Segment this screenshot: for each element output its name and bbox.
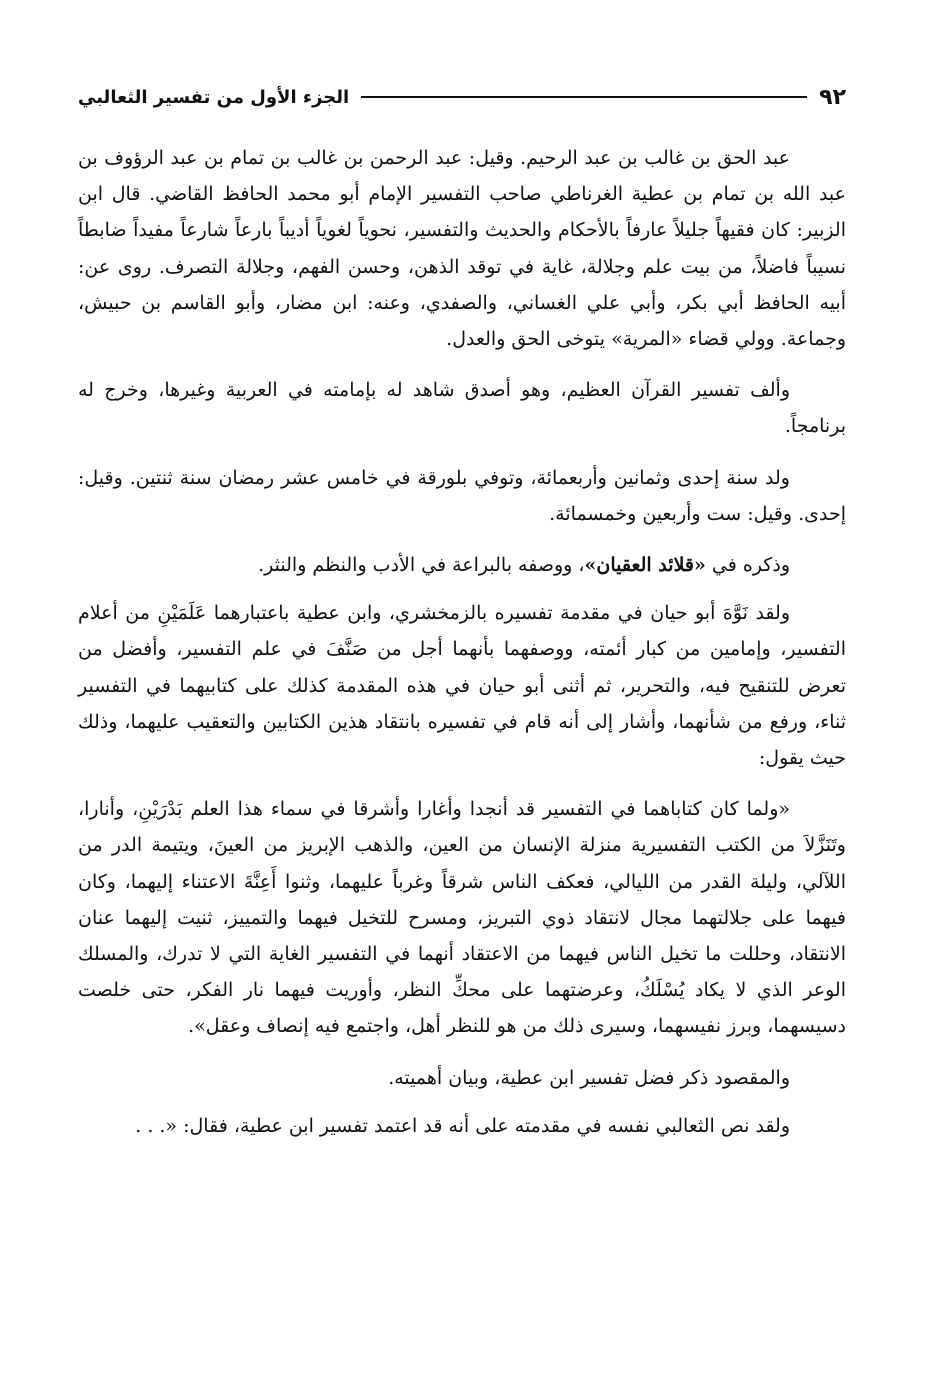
paragraph-qalaid-after: ، ووصفه بالبراعة في الأدب والنظم والنثر. xyxy=(258,554,585,577)
page-number: ٩٢ xyxy=(819,84,846,110)
paragraph-qalaid-before: وذكره في xyxy=(705,554,790,577)
paragraph-abu-hayyan: ولقد نَوَّهَ أبو حيان في مقدمة تفسيره بالزمخشري، وابن عطية باعتبارهما عَلَمَيْنِ من أعلام التفسير، وإمامين من كبار أئمته، ووصفهما بأنهما أجل من صَنَّفَ في علم التفسير، وأفضل من تعرض للتنقيح فيه، والتحرير، ثم أثنى أبو حيان في هذه المقدمة كذلك على كتابيهما في التفسير ثناء، ورفع من شأنهما، وأشار إلى أنه قام في تفسيره بانتقاد هذين الكتابين والتعقيب عليهما، وذلك حيث يقول: xyxy=(78,602,847,770)
header-rule xyxy=(361,96,807,98)
page-header xyxy=(78,82,846,112)
paragraph-purpose: والمقصود ذكر فضل تفسير ابن عطية، وبيان أهميته. xyxy=(388,1066,790,1089)
paragraph-tafsir-authorship: وألف تفسير القرآن العظيم، وهو أصدق شاهد له بإمامته في العربية وغيرها، وخرج له برنامجاً. xyxy=(78,379,846,438)
paragraph-thaalibi: ولقد نص الثعالبي نفسه في مقدمته على أنه قد اعتمد تفسير ابن عطية، فقال: «. . . xyxy=(135,1114,790,1137)
running-title: الجزء الأول من تفسير الثعالبي xyxy=(78,86,350,108)
paragraph-quotation: «ولما كان كتاباهما في التفسير قد أنجدا وأغارا وأشرقا في سماء هذا العلم بَدْرَيْنِ، وأنارا، وتَنَزَّلاَ من الكتب التفسيرية منزلة الإنسان من العين، والذهب الإبريز من العينَ، ويتيمة الدر من اللآلي، وليلة القدر من الليالي، فعكف الناس شرقاً وغرباً عليهما، وثنوا أَعِنَّةَ الاعتناء إليهما، وكان فيهما على جلالتهما مجال لانتقاد ذوي التبريز، ومسرح للتخيل فيهما والتمييز، ثنيت إليهما عنان الانتقاد، وحللت ما تخيل الناس فيهما من الاعتقاد أنهما في التفسير الغاية التي لا تدرك، والمسلك الوعر الذي لا يكاد يُسْلَكُ، وعرضتهما على محكِّ النظر، وأوريت فيهما نار الفكر، حتى خلصت دسيسهما، وبرز نفيسهما، وسيرى ذلك من هو للنظر أهل، واجتمع فيه إنصاف وعقل». xyxy=(78,798,846,1038)
book-title-qalaid: «قلائد العقيان» xyxy=(584,554,706,577)
body-text xyxy=(78,140,846,1144)
paragraph-biography: عبد الحق بن غالب بن عبد الرحيم. وقيل: عبد الرحمن بن غالب بن تمام بن عبد الرؤوف بن عبد الله بن تمام بن عطية الغرناطي صاحب التفسير الإمام أبو محمد الحافظ القاضي. قال ابن الزبير: كان فقيهاً جليلاً عارفاً بالأحكام والحديث والتفسير، نحوياً لغوياً أديباً بارعاً شارعاً مفيداً ضابطاً نسيباً فاضلاً، من بيت علم وجلالة، غاية في توقد الذهن، وحسن الفهم، وجلالة التصرف. روى عن: أبيه الحافظ أبي بكر، وأبي علي الغساني، والصفدي، وعنه: ابن مضار، وأبو القاسم بن حبيش، وجماعة. وولي قضاء «المرية» يتوخى الحق والعدل. xyxy=(78,147,846,351)
paragraph-qalaid xyxy=(78,547,846,583)
paragraph-birth-death: ولد سنة إحدى وثمانين وأربعمائة، وتوفي بلورقة في خامس عشر رمضان سنة ثنتين. وقيل: إحدى. وقيل: ست وأربعين وخمسمائة. xyxy=(78,466,846,525)
